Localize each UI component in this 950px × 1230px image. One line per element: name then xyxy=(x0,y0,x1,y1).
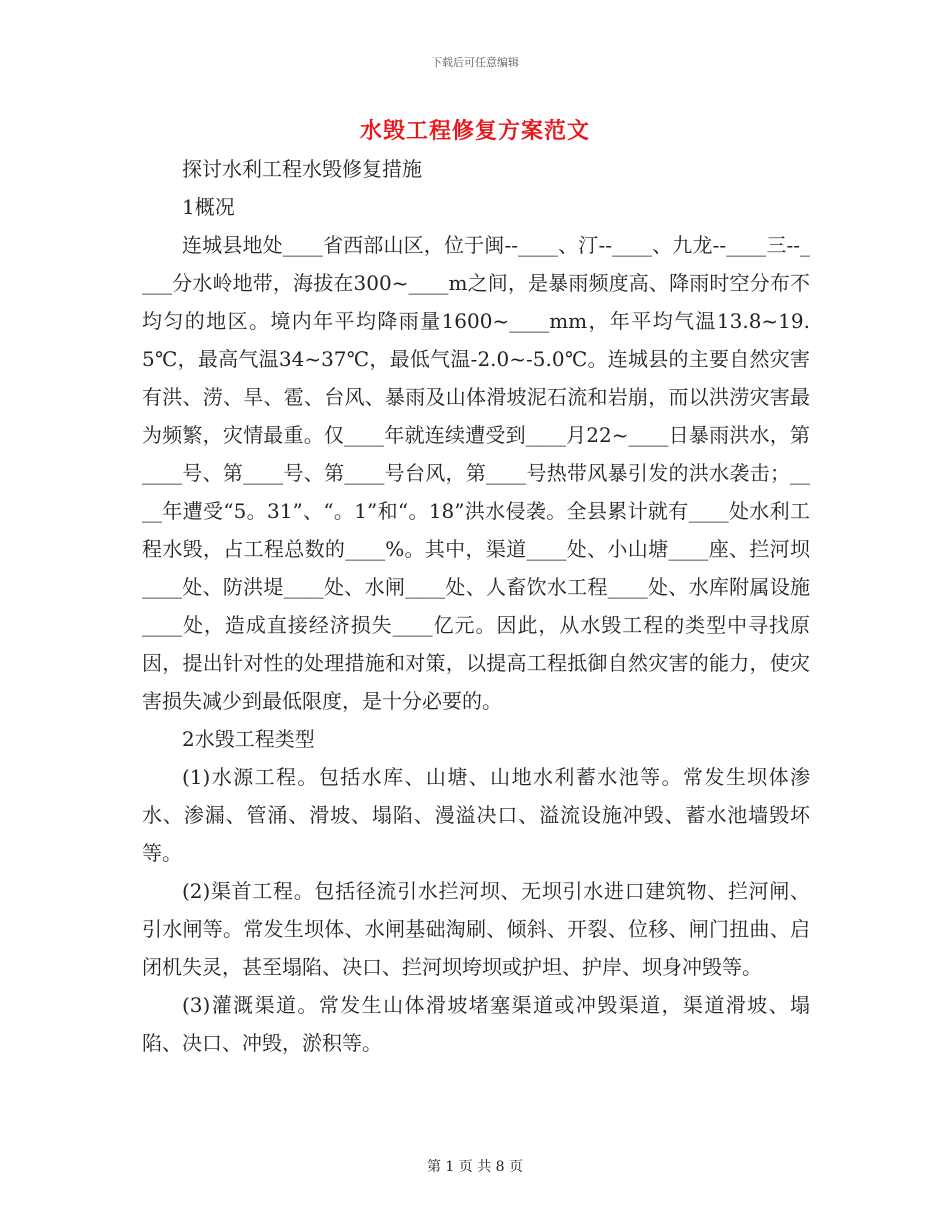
header-note: 下载后可任意编辑 xyxy=(431,56,519,69)
section-heading-types: 2水毁工程类型 xyxy=(182,727,315,751)
paragraph-subtitle: 探讨水利工程水毁修复措施 xyxy=(182,157,422,181)
document-body xyxy=(142,150,810,1062)
page-number: 第 1 页 共 8 页 xyxy=(426,1159,524,1175)
paragraph-type-1: (1)水源工程。包括水库、山塘、山地水利蓄水池等。常发生坝体渗水、渗漏、管涌、滑坡、塌陷、漫溢决口、溢流设施冲毁、蓄水池墙毁坏等。 xyxy=(142,765,810,865)
section-heading-overview: 1概况 xyxy=(182,195,235,219)
paragraph-type-3: (3)灌溉渠道。常发生山体滑坡堵塞渠道或冲毁渠道，渠道滑坡、塌陷、决口、冲毁，淤积等。 xyxy=(142,993,810,1055)
document-title: 水毁工程修复方案范文 xyxy=(359,118,590,144)
paragraph-type-2: (2)渠首工程。包括径流引水拦河坝、无坝引水进口建筑物、拦河闸、引水闸等。常发生坝体、水闸基础淘刷、倾斜、开裂、位移、闸门扭曲、启闭机失灵，甚至塌陷、决口、拦河坝垮坝或护坦、护岸、坝身冲毁等。 xyxy=(142,879,810,979)
paragraph-overview: 连城县地处____省西部山区，位于闽--____、汀--____、九龙--____三--____分水岭地带，海拔在300~____m之间，是暴雨频度高、降雨时空分布不均匀的地区。境内年平均降雨量1600~____mm，年平均气温13.8~19.5℃，最高气温34~37℃，最低气温-2.0~-5.0℃。连城县的主要自然灾害有洪、涝、旱、雹、台风、暴雨及山体滑坡泥石流和岩崩，而以洪涝灾害最为频繁，灾情最重。仅____年就连续遭受到____月22~____日暴雨洪水，第____号、第____号、第____号台风，第____号热带风暴引发的洪水袭击；____年遭受“5。31”、“。1”和“。18”洪水侵袭。全县累计就有____处水利工程水毁，占工程总数的____%。其中，渠道____处、小山塘____座、拦河坝____处、防洪堤____处、水闸____处、人畜饮水工程____处、水库附属设施____处，造成直接经济损失____亿元。因此，从水毁工程的类型中寻找原因，提出针对性的处理措施和对策，以提高工程抵御自然灾害的能力，使灾害损失减少到最低限度，是十分必要的。 xyxy=(142,233,810,713)
